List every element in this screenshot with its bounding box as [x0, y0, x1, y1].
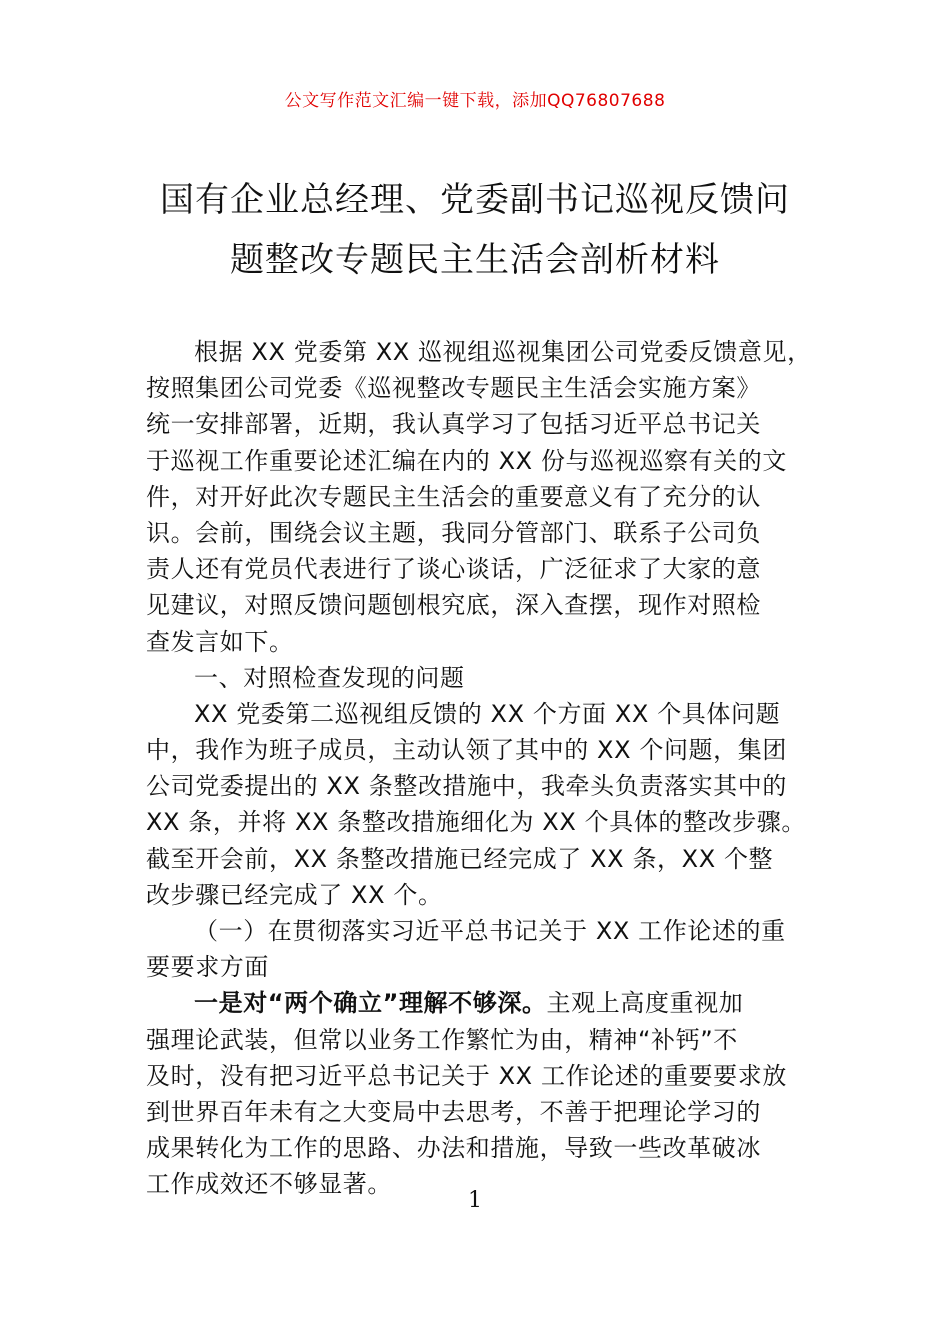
- paragraph-1-line: 于巡视工作重要论述汇编在内的 XX 份与巡视巡察有关的文: [146, 446, 787, 475]
- paragraph-3-line: 工作成效还不够显著。: [146, 1170, 392, 1199]
- paragraph-1-line: 查发言如下。: [146, 627, 294, 656]
- paragraph-2-line: 改步骤已经完成了 XX 个。: [146, 880, 443, 909]
- paragraph-1-line: 件，对开好此次专题民主生活会的重要意义有了充分的认: [146, 482, 761, 511]
- paragraph-3-line: 及时，没有把习近平总书记关于 XX 工作论述的重要要求放: [146, 1061, 787, 1090]
- section-heading: 一、对照检查发现的问题: [194, 663, 465, 692]
- paragraph-2-line: 中，我作为班子成员，主动认领了其中的 XX 个问题，集团: [146, 736, 787, 765]
- title-line-1: 国有企业总经理、党委副书记巡视反馈问: [160, 180, 790, 220]
- paragraph-1-line: 按照集团公司党委《巡视整改专题民主生活会实施方案》: [146, 374, 761, 403]
- paragraph-2-line: XX 党委第二巡视组反馈的 XX 个方面 XX 个具体问题: [194, 699, 781, 728]
- paragraph-1-line: 根据 XX 党委第 XX 巡视组巡视集团公司党委反馈意见，: [194, 338, 812, 366]
- paragraph-2-line: 截至开会前，XX 条整改措施已经完成了 XX 条，XX 个整: [146, 844, 774, 873]
- paragraph-3-line: 成果转化为工作的思路、办法和措施，导致一些改革破冰: [146, 1134, 761, 1163]
- title-line-2: 题整改专题民主生活会剖析材料: [230, 240, 720, 280]
- header-note: 公文写作范文汇编一键下载，添加QQ76807688: [284, 91, 666, 111]
- page-number: 1: [468, 1188, 482, 1213]
- subheading-line: （一）在贯彻落实习近平总书记关于 XX 工作论述的重: [194, 917, 786, 945]
- paragraph-1-line: 识。会前，围绕会议主题，我同分管部门、联系子公司负: [146, 518, 761, 547]
- document-body: [146, 334, 812, 1203]
- paragraph-3-line: 到世界百年未有之大变局中去思考，不善于把理论学习的: [146, 1097, 761, 1126]
- paragraph-3-line: 强理论武装，但常以业务工作繁忙为由，精神“补钙”不: [146, 1025, 738, 1054]
- paragraph-2-line: XX 条，并将 XX 条整改措施细化为 XX 个具体的整改步骤。: [146, 808, 806, 837]
- paragraph-3-first-line: [146, 985, 812, 1021]
- paragraph-3-first-rest: 主观上高度重视加: [546, 989, 744, 1018]
- paragraph-1-line: 见建议，对照反馈问题刨根究底，深入查摆，现作对照检: [146, 591, 761, 620]
- paragraph-1-line: 责人还有党员代表进行了谈心谈话，广泛征求了大家的意: [146, 555, 761, 584]
- paragraph-1-line: 统一安排部署，近期，我认真学习了包括习近平总书记关: [146, 410, 761, 439]
- subheading-line: 要要求方面: [146, 953, 269, 982]
- document-title: [140, 170, 810, 290]
- paragraph-2-line: 公司党委提出的 XX 条整改措施中，我牵头负责落实其中的: [146, 772, 787, 801]
- bold-lead: 一是对“两个确立”理解不够深。: [194, 989, 547, 1018]
